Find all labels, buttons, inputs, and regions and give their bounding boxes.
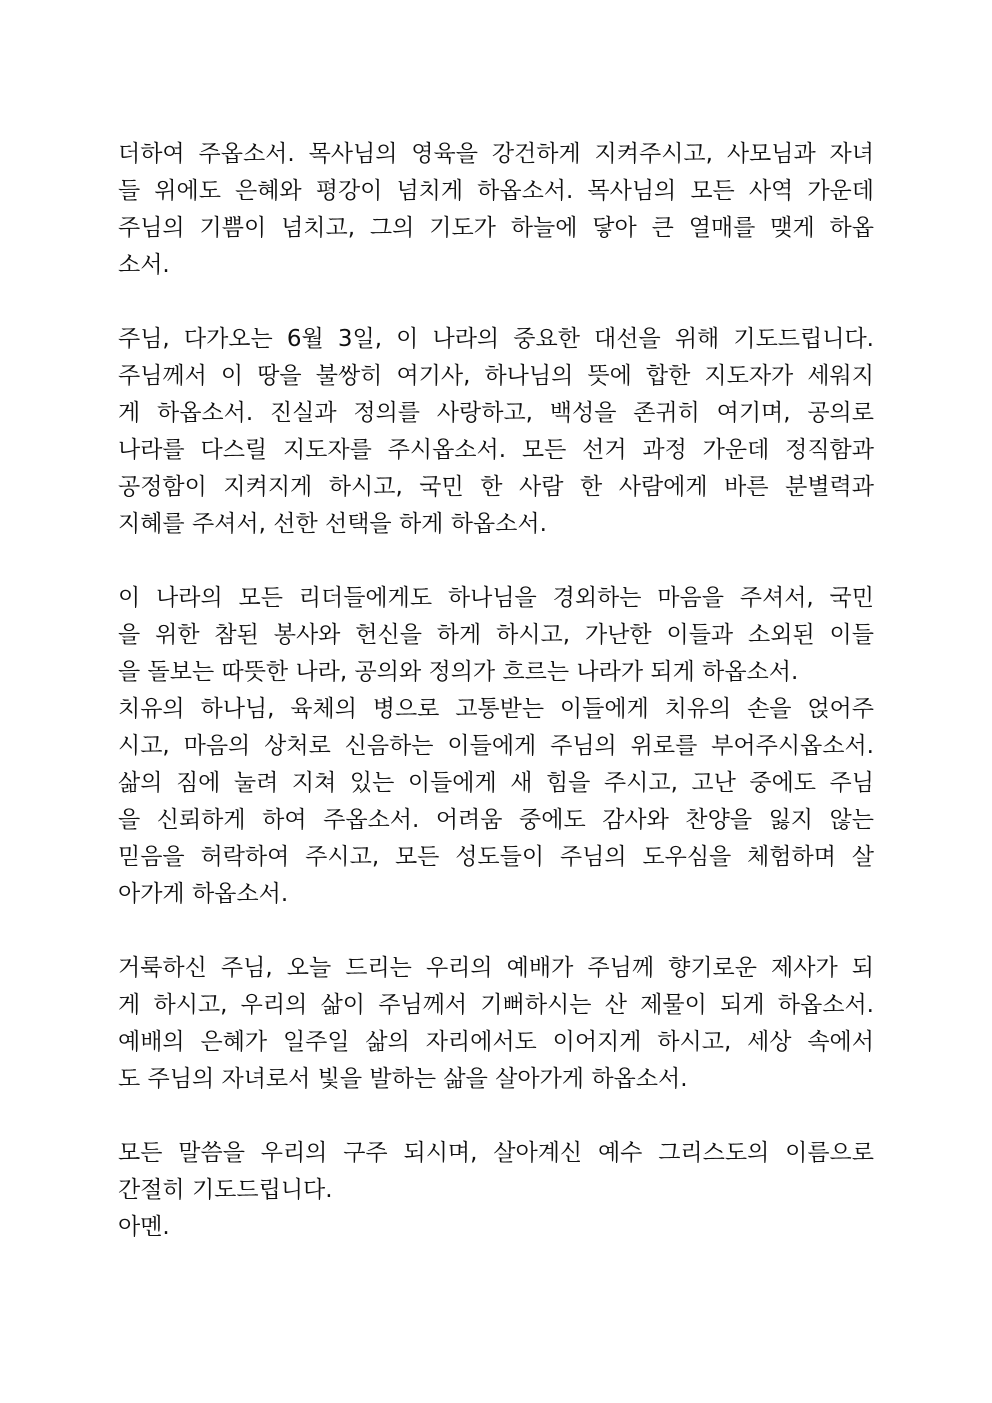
text-line: 을 신뢰하게 하여 주옵소서. 어려움 중에도 감사와 찬양을 잃지 않는 [118, 807, 874, 833]
paragraph-closing [118, 1135, 874, 1246]
text-line: 예배의 은혜가 일주일 삶의 자리에서도 이어지게 하시고, 세상 속에서 [118, 1029, 874, 1055]
text-line: 간절히 기도드립니다. [118, 1177, 333, 1203]
text-line: 들 위에도 은혜와 평강이 넘치게 하옵소서. 목사님의 모든 사역 가운데 [118, 178, 874, 204]
paragraph-gap [118, 913, 874, 950]
amen-line: 아멘. [118, 1214, 170, 1240]
text-line: 치유의 하나님, 육체의 병으로 고통받는 이들에게 치유의 손을 얹어주 [118, 696, 874, 722]
text-line: 거룩하신 주님, 오늘 드리는 우리의 예배가 주님께 향기로운 제사가 되 [118, 955, 874, 981]
text-line: 삶의 짐에 눌려 지쳐 있는 이들에게 새 힘을 주시고, 고난 중에도 주님 [118, 770, 874, 796]
paragraph-gap [118, 1098, 874, 1135]
prayer-text-body [118, 136, 874, 1246]
text-line: 주님, 다가오는 6월 3일, 이 나라의 중요한 대선을 위해 기도드립니다. [118, 326, 874, 352]
text-line: 주님께서 이 땅을 불쌍히 여기사, 하나님의 뜻에 합한 지도자가 세워지 [118, 363, 874, 389]
text-line: 도 주님의 자녀로서 빛을 발하는 삶을 살아가게 하옵소서. [118, 1066, 688, 1092]
paragraph-election-prayer [118, 321, 874, 543]
text-line: 나라를 다스릴 지도자를 주시옵소서. 모든 선거 과정 가운데 정직함과 [118, 437, 874, 463]
text-line: 더하여 주옵소서. 목사님의 영육을 강건하게 지켜주시고, 사모님과 자녀 [118, 141, 874, 167]
text-line: 소서. [118, 252, 170, 278]
text-line: 지혜를 주셔서, 선한 선택을 하게 하옵소서. [118, 511, 547, 537]
text-line: 주님의 기쁨이 넘치고, 그의 기도가 하늘에 닿아 큰 열매를 맺게 하옵 [118, 215, 874, 241]
text-line: 이 나라의 모든 리더들에게도 하나님을 경외하는 마음을 주셔서, 국민 [118, 585, 874, 611]
text-line: 게 하시고, 우리의 삶이 주님께서 기뻐하시는 산 제물이 되게 하옵소서. [118, 992, 874, 1018]
paragraph-worship-prayer [118, 950, 874, 1098]
text-line: 을 위한 참된 봉사와 헌신을 하게 하시고, 가난한 이들과 소외된 이들 [118, 622, 874, 648]
text-line: 시고, 마음의 상처로 신음하는 이들에게 주님의 위로를 부어주시옵소서. [118, 733, 874, 759]
text-line: 아가게 하옵소서. [118, 881, 289, 907]
paragraph-gap [118, 284, 874, 321]
text-line: 을 돌보는 따뜻한 나라, 공의와 정의가 흐르는 나라가 되게 하옵소서. [118, 659, 799, 685]
text-line: 게 하옵소서. 진실과 정의를 사랑하고, 백성을 존귀히 여기며, 공의로 [118, 400, 874, 426]
paragraph-gap [118, 543, 874, 580]
text-line: 모든 말씀을 우리의 구주 되시며, 살아계신 예수 그리스도의 이름으로 [118, 1140, 874, 1166]
text-line: 공정함이 지켜지게 하시고, 국민 한 사람 한 사람에게 바른 분별력과 [118, 474, 874, 500]
paragraph-leaders-and-healing [118, 580, 874, 913]
text-line: 믿음을 허락하여 주시고, 모든 성도들이 주님의 도우심을 체험하며 살 [118, 844, 874, 870]
paragraph-pastor-blessing [118, 136, 874, 284]
